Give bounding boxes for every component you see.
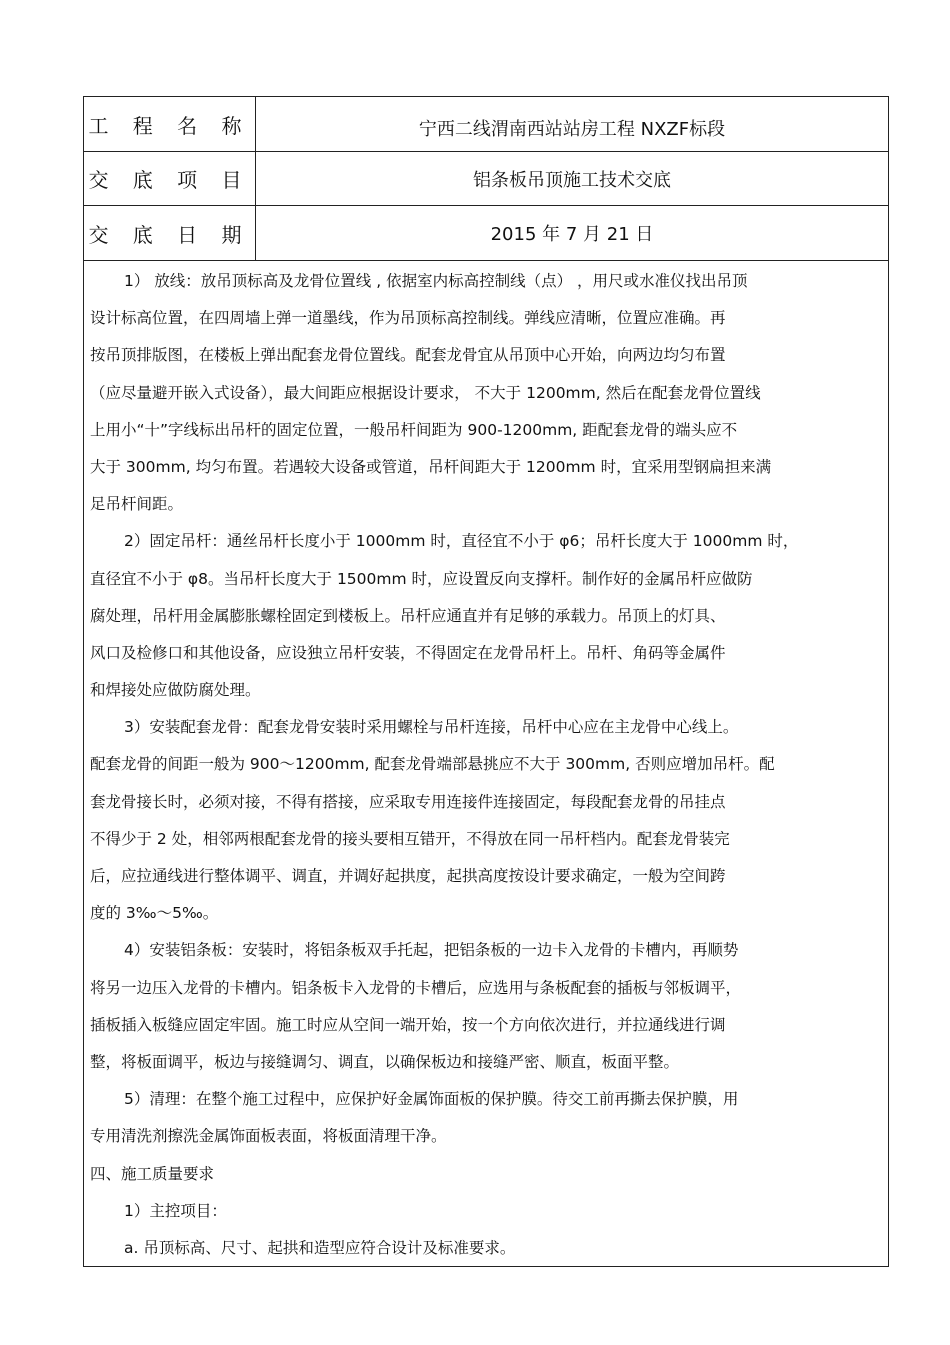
content-line: 5）清理：在整个施工过程中，应保护好金属饰面板的保护膜。待交工前再撕去保护膜，用 — [124, 1090, 739, 1109]
disclosure-date-label: 交 底 日 期 — [84, 206, 256, 260]
content-line: 插板插入板缝应固定牢固。施工时应从空间一端开始，按一个方向依次进行，并拉通线进行调 — [90, 1015, 726, 1034]
content-line: 2）固定吊杆：通丝吊杆长度小于 1000mm 时，直径宜不小于 φ6；吊杆长度大于 1000mm 时， — [124, 532, 799, 551]
content-line: 腐处理，吊杆用金属膨胀螺栓固定到楼板上。吊杆应通直并有足够的承载力。吊顶上的灯具、 — [90, 606, 726, 625]
content-line: 整，将板面调平，板边与接缝调匀、调直，以确保板边和接缝严密、顺直，板面平整。 — [90, 1052, 680, 1071]
disclosure-date-value: 2015 年 7 月 21 日 — [490, 224, 654, 245]
project-name-row — [84, 97, 888, 152]
content-line: 配套龙骨的间距一般为 900～1200mm, 配套龙骨端部悬挑应不大于 300mm, 否则应增加吊杆。配 — [90, 755, 775, 774]
content-line: 专用清洗剂擦洗金属饰面板表面，将板面清理干净。 — [90, 1127, 447, 1146]
disclosure-date-row — [84, 206, 888, 261]
disclosure-item-label: 交 底 项 目 — [84, 152, 256, 205]
content-line: 1）主控项目： — [124, 1201, 227, 1220]
content-line: 设计标高位置，在四周墙上弹一道墨线，作为吊顶标高控制线。弹线应清晰，位置应准确。再 — [90, 309, 726, 328]
content-line: 按吊顶排版图，在楼板上弹出配套龙骨位置线。配套龙骨宜从吊顶中心开始，向两边均匀布置 — [90, 346, 726, 365]
disclosure-item-value: 铝条板吊顶施工技术交底 — [473, 169, 671, 191]
content-line: 不得少于 2 处，相邻两根配套龙骨的接头要相互错开，不得放在同一吊杆档内。配套龙骨装完 — [90, 829, 730, 848]
content-line: 上用小“十”字线标出吊杆的固定位置，一般吊杆间距为 900-1200mm, 距配套龙骨的端头应不 — [90, 420, 738, 439]
content-line: 后，应拉通线进行整体调平、调直，并调好起拱度，起拱高度按设计要求确定，一般为空间跨 — [90, 867, 726, 885]
content-line: 足吊杆间距。 — [90, 495, 184, 514]
disclosure-form — [83, 96, 889, 1267]
content-line: 1） 放线：放吊顶标高及龙骨位置线 , 依据室内标高控制线（点） ，用尺或水准仪找出吊顶 — [124, 272, 748, 290]
content-line: 3）安装配套龙骨：配套龙骨安装时采用螺栓与吊杆连接，吊杆中心应在主龙骨中心线上。 — [124, 718, 739, 737]
section-heading: 四、施工质量要求 — [90, 1164, 215, 1183]
disclosure-content — [90, 263, 885, 1267]
content-line: 套龙骨接长时，必须对接，不得有搭接，应采取专用连接件连接固定，每段配套龙骨的吊挂点 — [90, 792, 726, 811]
content-line: 和焊接处应做防腐处理。 — [90, 681, 261, 700]
project-name-label: 工 程 名 称 — [84, 97, 256, 151]
content-line: 大于 300mm, 均匀布置。若遇较大设备或管道，吊杆间距大于 1200mm 时，宜采用型钢扁担来满 — [90, 457, 772, 476]
project-name-value: 宁西二线渭南西站站房工程 NXZF标段 — [418, 119, 726, 140]
content-line: （应尽量避开嵌入式设备），最大间距应根据设计要求， 不大于 1200mm, 然后在配套龙骨位置线 — [90, 383, 761, 402]
content-line: 度的 3‰～5‰。 — [90, 904, 219, 923]
disclosure-item-row — [84, 152, 888, 206]
content-line: 直径宜不小于 φ8。当吊杆长度大于 1500mm 时，应设置反向支撑杆。制作好的金属吊杆应做防 — [90, 569, 753, 588]
content-line: 风口及检修口和其他设备，应设独立吊杆安装，不得固定在龙骨吊杆上。吊杆、角码等金属件 — [90, 643, 726, 662]
content-line: 4）安装铝条板：安装时，将铝条板双手托起，把铝条板的一边卡入龙骨的卡槽内，再顺势 — [124, 941, 739, 960]
content-line: 将另一边压入龙骨的卡槽内。铝条板卡入龙骨的卡槽后，应选用与条板配套的插板与邻板调平， — [90, 978, 742, 997]
content-line: a. 吊顶标高、尺寸、起拱和造型应符合设计及标准要求。 — [124, 1238, 516, 1257]
